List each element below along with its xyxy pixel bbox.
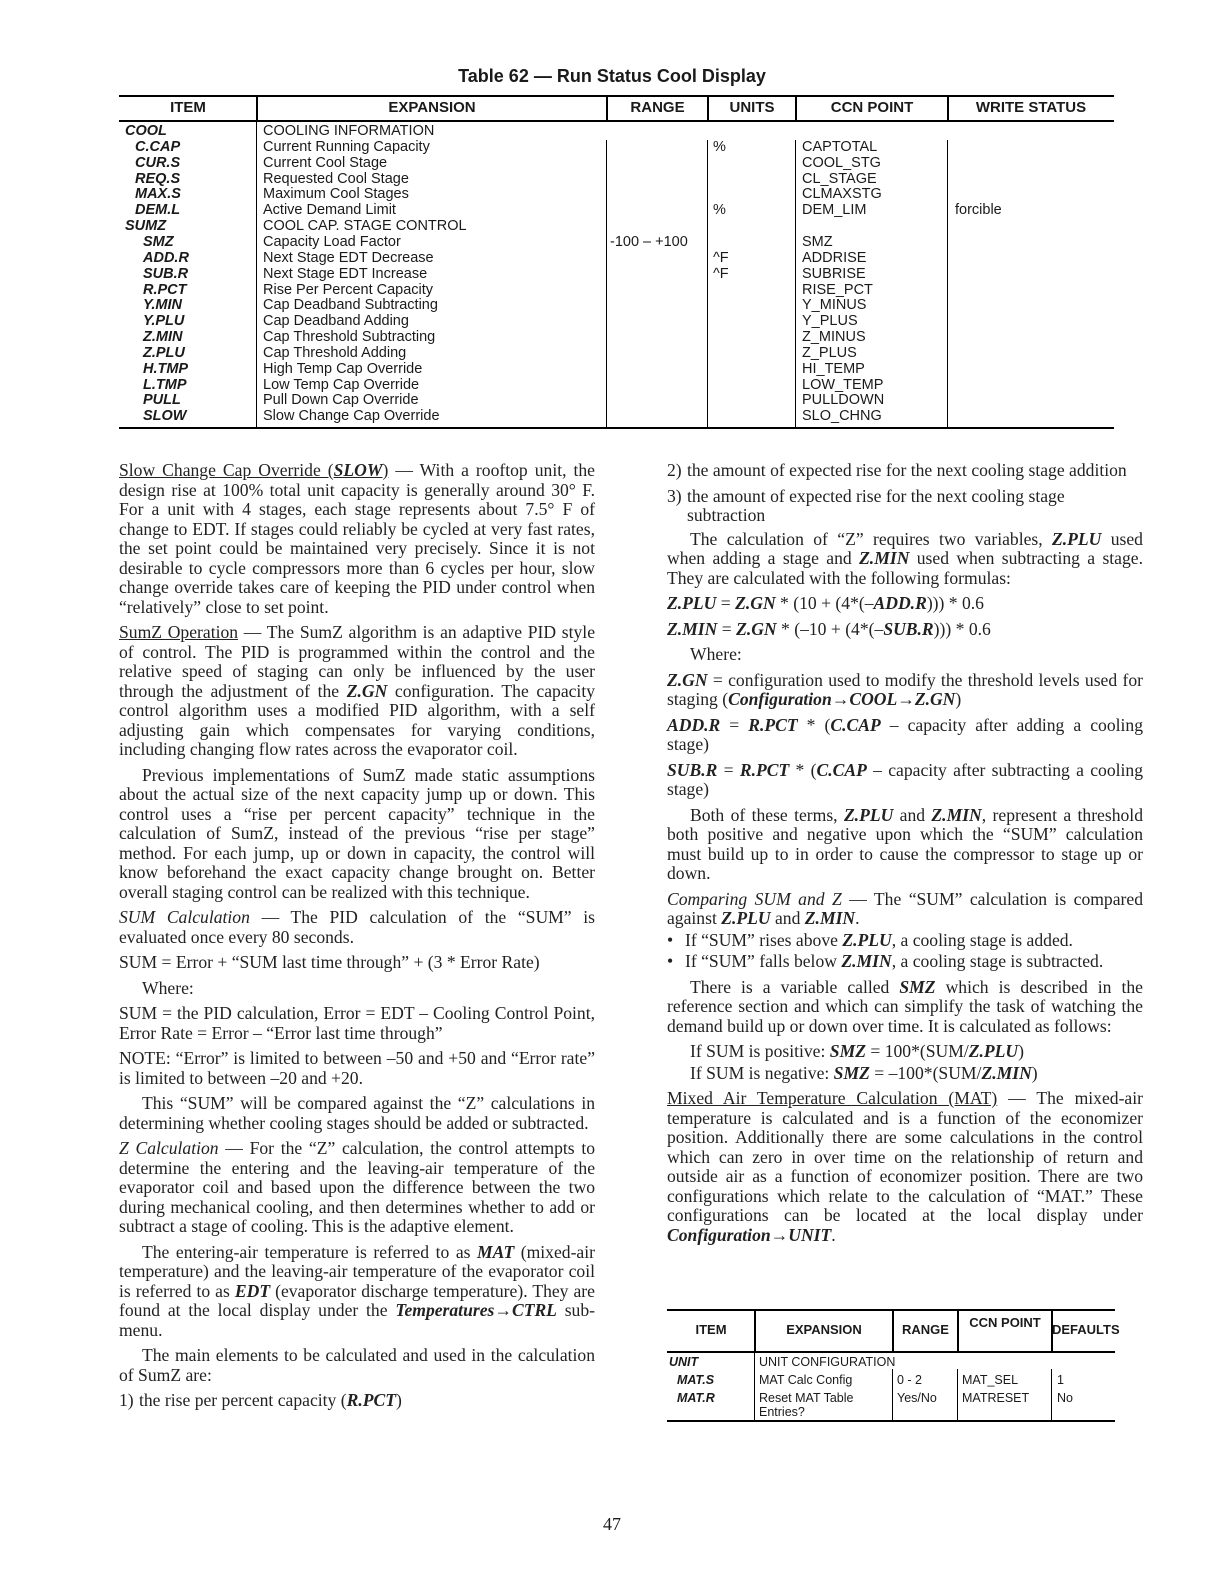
mat-table-cell-item: UNIT xyxy=(669,1355,699,1369)
right-column xyxy=(667,461,1143,1251)
table-62-cell-ccn: SMZ xyxy=(802,233,833,250)
table-62-cell-item: CUR.S xyxy=(135,154,181,171)
table-62-cell-item: SLOW xyxy=(143,408,187,425)
table-62-cell-ccn: ADDRISE xyxy=(802,249,867,266)
table-62-cell-ccn: CAPTOTAL xyxy=(802,138,878,155)
left-column xyxy=(119,461,595,1411)
bullet-item: • If “SUM” rises above Z.PLU, a cooling stage is added. xyxy=(667,929,1073,950)
table-62-cell-item: H.TMP xyxy=(143,360,189,377)
section-heading: Mixed Air Temperature Calculation (MAT) xyxy=(667,1088,998,1108)
bullet-icon: • xyxy=(667,929,674,950)
table-62-cell-expansion: Rise Per Percent Capacity xyxy=(263,281,434,298)
table-62-cell-expansion: Cap Deadband Adding xyxy=(263,313,409,330)
header-divider xyxy=(1051,1311,1053,1351)
table-62-cell-expansion: Cap Deadband Subtracting xyxy=(263,297,438,314)
section-heading: SumZ Operation xyxy=(119,622,239,642)
paragraph-sumz-operation: SumZ Operation — The SumZ algorithm is an adaptive PID style of control. The PID is programmed within the control and the relative speed of staging can only be influenced by the user through the adjustment of the Z.GN configuration. The capacity control algorithm uses a modified PID algorithm, with a self adjusting gain which compensates for varying conditions, including changing flow rates across the evaporator coil. xyxy=(119,622,596,759)
table-62-cell-expansion: Current Running Capacity xyxy=(263,138,430,155)
table-62-cell-ccn: COOL_STG xyxy=(802,154,881,171)
header-expansion: EXPANSION xyxy=(786,1322,862,1337)
table-62-cell-ccn: LOW_TEMP xyxy=(802,376,884,393)
table-62-cell-units: ^F xyxy=(713,265,729,282)
mat-table-cell-expansion: UNIT CONFIGURATION xyxy=(759,1355,896,1369)
table-62-cell-expansion: Next Stage EDT Decrease xyxy=(263,249,434,266)
term: MAT xyxy=(477,1241,515,1262)
table-62-cell-ccn: CL_STAGE xyxy=(802,170,877,187)
mat-table-cell-item: MAT.R xyxy=(677,1391,715,1405)
table-62-cell-item: L.TMP xyxy=(143,376,187,393)
header-item: ITEM xyxy=(170,99,206,116)
table-62-cell-item: Z.MIN xyxy=(143,329,183,346)
header-expansion: EXPANSION xyxy=(388,99,476,116)
section-heading: SUM Calculation xyxy=(119,907,250,927)
header-divider xyxy=(754,1311,756,1351)
table-62-cell-item: Z.PLU xyxy=(143,344,185,361)
table-62-cell-item: SUMZ xyxy=(125,218,167,235)
section-heading: Slow Change Cap Override (SLOW) xyxy=(119,460,389,480)
table-62-cell-ccn: Y_MINUS xyxy=(802,297,867,314)
table-62-cell-expansion: Maximum Cool Stages xyxy=(263,186,409,203)
mat-table-cell-expansion: MAT Calc Config xyxy=(759,1373,853,1387)
table-62-cell-ccn: Y_PLUS xyxy=(802,313,858,330)
list-item: 2) the amount of expected rise for the next cooling stage addition xyxy=(667,460,1127,480)
mat-table-body xyxy=(667,1353,1115,1422)
table-62-cell-item: Y.PLU xyxy=(143,313,185,330)
table-62-cell-expansion: Pull Down Cap Override xyxy=(263,392,419,409)
column-divider xyxy=(256,122,257,427)
paragraph: The calculation of “Z” requires two variables, Z.PLU used when adding a stage and Z.MIN used when subtracting a stage. They are calculated with the following formulas: xyxy=(667,528,1143,588)
paragraph: There is a variable called SMZ which is described in the reference section and which can simplify the task of watching the demand build up or down over time. It is calculated as follows: xyxy=(667,976,1143,1036)
table-62-cell-units: % xyxy=(713,202,726,219)
header-divider xyxy=(957,1311,959,1351)
header-divider xyxy=(795,97,797,120)
column-divider xyxy=(795,140,796,427)
formula-smz-positive: If SUM is positive: SMZ = 100*(SUM/Z.PLU) xyxy=(690,1041,1024,1061)
formula-sum: SUM = Error + “SUM last time through” + (3 * Error Rate) xyxy=(119,952,540,972)
table-62-cell-units: ^F xyxy=(713,249,729,266)
table-62-cell-ccn: SUBRISE xyxy=(802,265,866,282)
table-62-cell-item: COOL xyxy=(125,123,167,139)
table-62-cell-expansion: COOL CAP. STAGE CONTROL xyxy=(263,218,467,235)
table-62-cell-expansion: Slow Change Cap Override xyxy=(263,408,440,425)
menu-path: Configuration→UNIT xyxy=(667,1224,832,1245)
table-62-cell-ccn: PULLDOWN xyxy=(802,392,885,409)
term: EDT xyxy=(234,1280,271,1301)
table-62-cell-ccn: SLO_CHNG xyxy=(802,408,882,425)
table-62-cell-expansion: Next Stage EDT Increase xyxy=(263,265,428,282)
paragraph: SUM = the PID calculation, Error = EDT – Cooling Control Point, Error Rate = Error – “Error last time through” xyxy=(119,1003,595,1043)
note: NOTE: “Error” is limited to between –50 and +50 and “Error rate” is limited to between –20 and +20. xyxy=(119,1048,595,1088)
header-range: RANGE xyxy=(630,99,685,116)
table-62-cell-ccn: Z_MINUS xyxy=(802,329,866,346)
table-62-cell-expansion: COOLING INFORMATION xyxy=(263,123,435,139)
mat-table-cell-range: Yes/No xyxy=(897,1391,937,1405)
table-62-cell-item: MAX.S xyxy=(135,186,181,203)
table-62-cell-expansion: Low Temp Cap Override xyxy=(263,376,420,393)
paragraph-slow-change: Slow Change Cap Override (SLOW) — With a rooftop unit, the design rise at 100% total unit capacity is generally around 30° F. For a unit with 4 stages, each stage represents about 7.5° F of change to EDT. If stages could reliably be cycled at very fast rates, the set point could be maintained very precisely. Since it is not desirable to cycle compressors more than 6 cycles per hour, slow change override takes care of keeping the PID under control when “relatively” close to set point. xyxy=(119,460,595,617)
list-item: 1) the rise per percent capacity (R.PCT) xyxy=(119,1390,402,1410)
term: SLOW xyxy=(333,460,383,480)
mat-table-cell-defaults: No xyxy=(1057,1391,1073,1405)
header-units: UNITS xyxy=(729,99,775,116)
menu-path: Temperatures→CTRL xyxy=(395,1300,557,1320)
header-divider xyxy=(256,97,258,120)
mat-table-cell-ccn: MAT_SEL xyxy=(962,1373,1019,1387)
header-divider xyxy=(606,97,608,120)
table-62-cell-item: Y.MIN xyxy=(143,297,182,314)
table-62-cell-ccn: RISE_PCT xyxy=(802,281,873,298)
header-ccn-point: CCN POINT xyxy=(830,99,914,116)
table-62-cell-item: PULL xyxy=(143,392,181,409)
bullet-icon: • xyxy=(667,951,674,971)
column-divider xyxy=(947,140,948,427)
formula-z-min: Z.MIN = Z.GN * (–10 + (4*(–SUB.R))) * 0.6 xyxy=(667,618,991,639)
menu-path: Configuration→COOL→Z.GN xyxy=(728,689,956,709)
table-62-body xyxy=(119,122,1114,429)
header-write-status: WRITE STATUS xyxy=(975,99,1087,116)
table-62-cell-units: % xyxy=(713,138,726,155)
table-62-cell-item: ADD.R xyxy=(143,249,189,266)
page-number: 47 xyxy=(603,1514,621,1534)
mat-table-cell-ccn: MATRESET xyxy=(962,1391,1030,1405)
column-divider xyxy=(606,140,607,427)
mat-table-cell-range: 0 - 2 xyxy=(897,1373,923,1387)
bullet-item: • If “SUM” falls below Z.MIN, a cooling stage is subtracted. xyxy=(667,951,1104,971)
table-62-cell-ccn: DEM_LIM xyxy=(802,202,867,219)
header-divider xyxy=(947,97,949,120)
header-divider xyxy=(707,97,709,120)
paragraph: The entering-air temperature is referred to as MAT (mixed-air temperature) and the leaving-air temperature of the evaporator coil is referred to as EDT (evaporator discharge temperature). They are found at the local display under the Temperatures→CTRL sub-menu. xyxy=(119,1241,596,1340)
table-62-cell-item: SUB.R xyxy=(143,265,189,282)
table-62-title: Table 62 — Run Status Cool Display xyxy=(458,66,766,86)
table-62-cell-expansion: Capacity Load Factor xyxy=(263,233,401,250)
table-62-cell-expansion: Current Cool Stage xyxy=(263,154,388,171)
table-62-cell-item: SMZ xyxy=(143,233,174,250)
table-62-cell-ccn: Z_PLUS xyxy=(802,344,857,361)
term: R.PCT xyxy=(346,1390,396,1410)
where-label: Where: xyxy=(142,977,194,998)
term: Z.MIN xyxy=(859,548,910,568)
table-62-cell-ccn: HI_TEMP xyxy=(802,360,865,377)
formula-smz-negative: If SUM is negative: SMZ = –100*(SUM/Z.MIN) xyxy=(690,1062,1038,1083)
table-62-cell-item: DEM.L xyxy=(135,202,181,219)
mat-configuration-table xyxy=(667,1309,1120,1422)
header-ccn-point: CCN POINT xyxy=(969,1315,1041,1330)
paragraph: Previous implementations of SumZ made static assumptions about the actual size of the next capacity jump up or down. This control uses a “rise per percent capacity” technique in the calculation of SumZ, instead of the previous “rise per stage” method. For each jump, up or down in capacity, the control will know beforehand the exact capacity change brought on. Better overall staging control can be realized with this technique. xyxy=(119,764,595,902)
mat-table-cell-expansion: Reset MAT Table Entries? xyxy=(759,1391,854,1419)
term: Z.GN xyxy=(346,680,388,701)
definition-sub-r: SUB.R = R.PCT * (C.CAP – capacity after subtracting a cooling stage) xyxy=(667,759,1143,799)
table-62 xyxy=(119,95,1114,429)
mat-table-cell-defaults: 1 xyxy=(1057,1373,1064,1387)
table-62-cell-item: REQ.S xyxy=(135,170,181,187)
header-divider xyxy=(892,1311,894,1351)
paragraph: The main elements to be calculated and used in the calculation of SumZ are: xyxy=(119,1345,595,1385)
header-defaults: DEFAULTS xyxy=(1052,1322,1120,1337)
where-label: Where: xyxy=(690,644,742,664)
paragraph: Both of these terms, Z.PLU and Z.MIN, represent a threshold both positive and negative upon which the “SUM” calculation must build up to in order to cause the compressor to stage up or down. xyxy=(667,804,1143,883)
paragraph-comparing: Comparing SUM and Z — The “SUM” calculation is compared against Z.PLU and Z.MIN. xyxy=(667,888,1143,928)
table-62-cell-ccn: CLMAXSTG xyxy=(802,186,882,203)
table-62-cell-expansion: Cap Threshold Subtracting xyxy=(263,329,436,346)
term: Z.PLU xyxy=(1052,528,1102,549)
definition-z-gn: Z.GN = configuration used to modify the threshold levels used for staging (Configuration→COOL→Z.GN) xyxy=(667,669,1143,709)
paragraph-z-calculation: Z Calculation — For the “Z” calculation, the control attempts to determine the entering and the leaving-air temperature of the evaporator coil and based upon the difference between the two during mechanical cooling, and then determines whether to add or subtract a stage of cooling. This is the adaptive element. xyxy=(119,1138,596,1236)
paragraph-mat-calculation: Mixed Air Temperature Calculation (MAT) — The mixed-air temperature is calculated and is a function of the economizer position. Additionally there are some calculations in the control which can zero in over time on the relationship of return and outside air as a function of economizer position. There are two configurations which relate to the calculation of “MAT.” These configurations can be located at the local display under Configuration→UNIT. xyxy=(667,1088,1143,1245)
section-heading: Comparing SUM and Z xyxy=(667,888,842,909)
mat-table-header xyxy=(667,1309,1120,1353)
column-divider xyxy=(892,1369,893,1420)
table-62-header xyxy=(119,95,1114,122)
table-62-cell-expansion: Cap Threshold Adding xyxy=(263,344,407,361)
table-62-cell-write: forcible xyxy=(955,202,1002,219)
table-62-cell-item: C.CAP xyxy=(135,138,181,155)
column-divider xyxy=(957,1369,958,1420)
table-62-cell-expansion: Requested Cool Stage xyxy=(263,170,409,187)
mat-table-cell-item: MAT.S xyxy=(677,1373,715,1387)
header-item: ITEM xyxy=(695,1322,727,1337)
table-62-cell-item: R.PCT xyxy=(143,281,187,298)
column-divider xyxy=(1051,1369,1052,1420)
table-62-cell-expansion: Active Demand Limit xyxy=(263,202,396,219)
formula-z-plu: Z.PLU = Z.GN * (10 + (4*(–ADD.R))) * 0.6 xyxy=(667,593,984,613)
column-divider xyxy=(707,140,708,427)
list-item: 3) the amount of expected rise for the next cooling stage subtraction xyxy=(667,485,1065,525)
table-62-cell-expansion: High Temp Cap Override xyxy=(263,360,423,377)
header-range: RANGE xyxy=(902,1322,949,1337)
paragraph: This “SUM” will be compared against the “Z” calculations in determining whether cooling stages should be added or subtracted. xyxy=(119,1093,595,1133)
definition-add-r: ADD.R = R.PCT * (C.CAP – capacity after adding a cooling stage) xyxy=(667,714,1143,754)
section-heading: Z Calculation xyxy=(119,1138,219,1158)
paragraph-sum-calculation: SUM Calculation — The PID calculation of the “SUM” is evaluated once every 80 seconds. xyxy=(119,907,595,947)
table-62-cell-range: -100 – +100 xyxy=(610,233,688,250)
column-divider xyxy=(754,1353,755,1420)
